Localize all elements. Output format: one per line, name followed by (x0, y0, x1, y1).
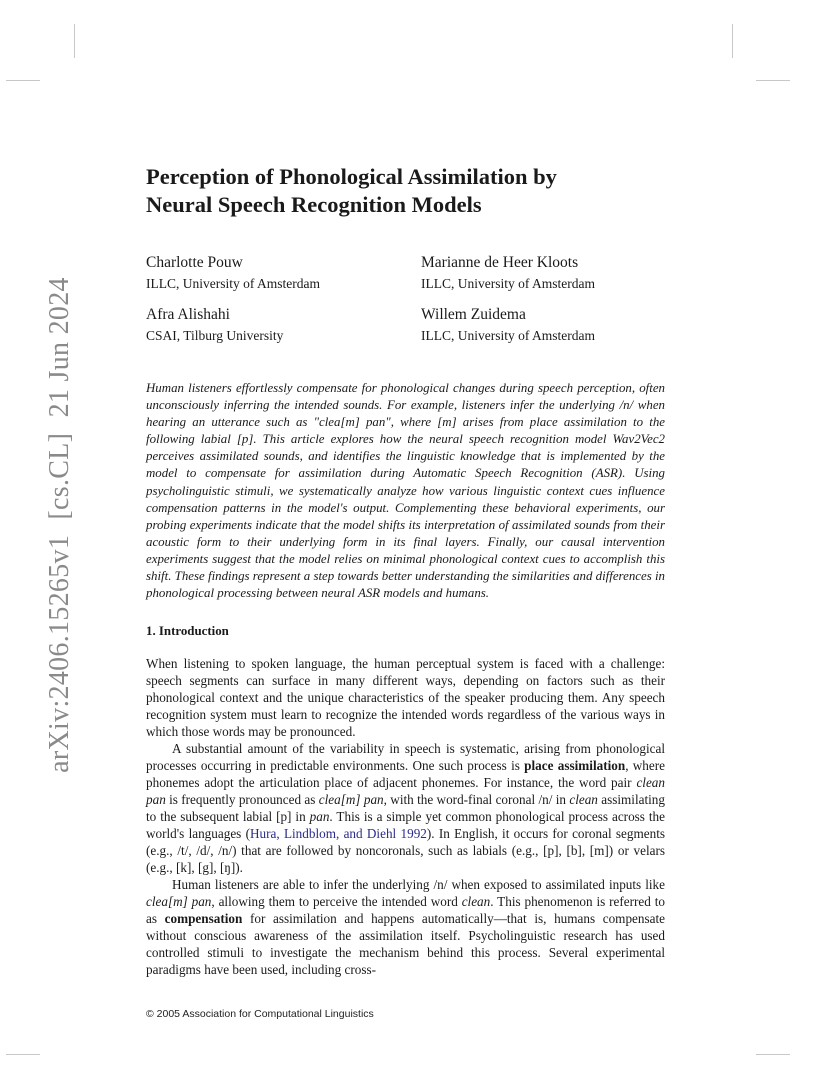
author-block (146, 305, 283, 345)
paragraph-2 (146, 740, 665, 876)
author-affiliation: CSAI, Tilburg University (146, 328, 284, 343)
crop-mark-top-right (732, 24, 733, 58)
text-run: assimilating to the subsequent labial [p] in (146, 792, 665, 824)
crop-mark-left-bottom (6, 1054, 40, 1055)
author-affiliation: ILLC, University of Amsterdam (146, 276, 320, 291)
paragraph-1: When listening to spoken language, the human perceptual system is faced with a challenge: speech segments can surface in many different ways, depending on factors such as their phonological context and the unique characteristics of the speaker producing them. Any speech recognition system must learn to recognize the intended words regardless of the various ways in which those words may be pronounced. (146, 656, 665, 739)
section-heading: 1. Introduction (146, 624, 229, 638)
text-run: . This is a simple yet common phonological process across the world's languages ( (146, 809, 665, 841)
arxiv-date: 21 Jun 2024 (44, 277, 75, 418)
body-text (146, 655, 665, 978)
crop-mark-top-left (74, 24, 75, 58)
text-run: is frequently pronounced as (165, 792, 319, 807)
author-name: Marianne de Heer Kloots (421, 254, 579, 271)
citation-link[interactable]: Hura, Lindblom, and Diehl 1992 (250, 826, 427, 841)
italic-term: pan (309, 809, 330, 824)
copyright-footer: © 2005 Association for Computational Linguistics (146, 1008, 374, 1020)
crop-mark-right-bottom (756, 1054, 790, 1055)
text-run: . This phenomenon is referred to as (146, 894, 665, 926)
crop-mark-left-top (6, 80, 40, 81)
author-name: Willem Zuidema (421, 306, 526, 323)
arxiv-stamp (44, 273, 76, 777)
text-run: , where phonemes adopt the articulation place of adjacent phonemes. For instance, the word pair (146, 758, 665, 790)
italic-term: clea[m] pan (146, 894, 212, 909)
paper-title (146, 163, 706, 219)
text-run: , with the word-final coronal /n/ in (383, 792, 570, 807)
title-line-1: Perception of Phonological Assimilation by (146, 164, 557, 189)
arxiv-id: arXiv:2406.15265v1 (44, 534, 75, 773)
text-run: A substantial amount of the variability in speech is systematic, arising from phonological processes occurring in predictable environments. One such process is (146, 741, 665, 773)
text-run: ). In English, it occurs for coronal segments (e.g., /t/, /d/, /n/) that are followed by noncoronals, such as labials (e.g., [p], [b], [m]) or velars (e.g., [k], [g], [ŋ]). (146, 826, 665, 875)
author-affiliation: ILLC, University of Amsterdam (421, 276, 595, 291)
arxiv-category: [cs.CL] (44, 432, 75, 520)
author-name: Afra Alishahi (146, 306, 230, 323)
text-run: for assimilation and happens automatically—that is, humans compensate without conscious awareness of the assimilation itself. Psycholinguistic research has used controlled stimuli to investigate the mechanism behind this process. Several experimental paradigms have been used, including cross- (146, 911, 665, 977)
title-line-2: Neural Speech Recognition Models (146, 192, 482, 217)
italic-term: clean pan (146, 775, 665, 807)
bold-term: compensation (164, 911, 243, 926)
italic-term: clean (569, 792, 598, 807)
bold-term: place assimilation (524, 758, 626, 773)
abstract: Human listeners effortlessly compensate for phonological changes during speech perception, often unconsciously inferring the intended sounds. For example, listeners infer the underlying /n/ when hearing an utterance such as "clea[m] pan", where [m] arises from place assimilation to the following labial [p]. This article explores how the neural speech recognition model Wav2Vec2 perceives assimilated sounds, and identifies the linguistic knowledge that is implemented by the model to compensate for assimilation during Automatic Speech Recognition (ASR). Using psycholinguistic stimuli, we systematically analyze how various linguistic context cues influence compensation patterns in the model's output. Complementing these behavioral experiments, our probing experiments indicate that the model shifts its interpretation of assimilated sounds from their acoustic form to their underlying form in its final layers. Finally, our causal intervention experiments suggest that the model relies on minimal phonological context cues to accomplish this shift. These findings represent a step towards better understanding the similarities and differences in phonological processing between neural ASR models and humans. (146, 381, 665, 601)
author-block (146, 253, 320, 293)
author-affiliation: ILLC, University of Amsterdam (421, 328, 595, 343)
italic-term: clea[m] pan (318, 792, 384, 807)
crop-mark-right-top (756, 80, 790, 81)
author-name: Charlotte Pouw (146, 254, 243, 271)
author-block (421, 305, 595, 345)
author-block (421, 253, 595, 293)
italic-term: clean (461, 894, 491, 909)
text-run: Human listeners are able to infer the underlying /n/ when exposed to assimilated inputs like (172, 877, 665, 892)
paragraph-3 (146, 876, 665, 978)
text-run: , allowing them to perceive the intended word (211, 894, 462, 909)
